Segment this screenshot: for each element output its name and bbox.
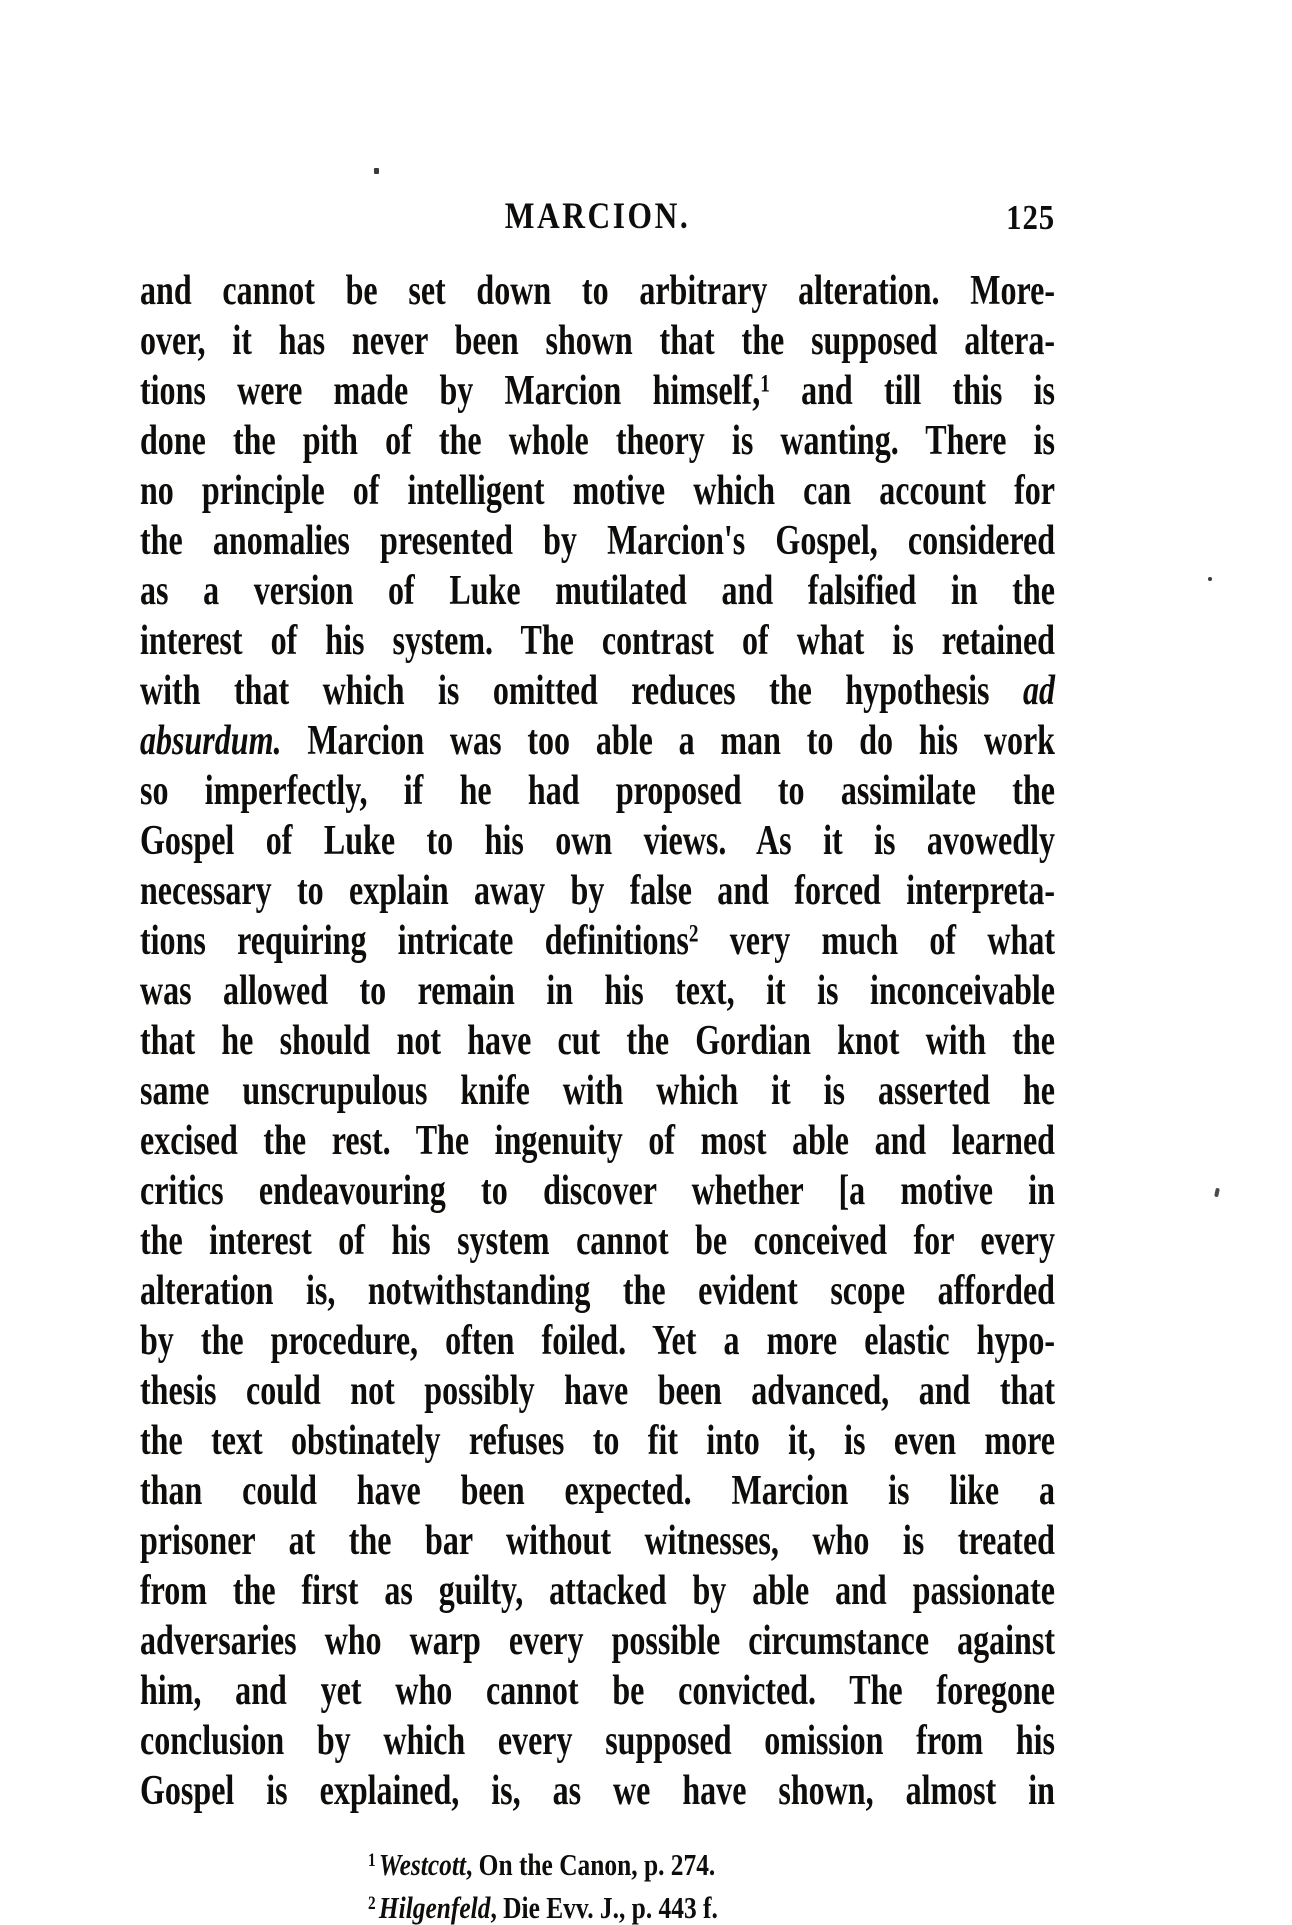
text-segment: the text obstinately refuses to fit into it, is even more [140,1418,1055,1464]
text-segment: conclusion by which every supposed omission from his [140,1718,1055,1764]
text-line [140,1617,1055,1667]
footnotes [368,1843,718,1925]
footnote-reference-marker: 2 [368,1892,376,1914]
text-line [140,967,1055,1017]
running-header-title: MARCION. [504,196,691,237]
text-line [140,317,1055,367]
text-segment: the interest of his system cannot be conceived for every [140,1218,1055,1264]
scan-artifact [1214,1188,1220,1198]
text-segment: him, and yet who cannot be convicted. The foregone [140,1668,1055,1714]
text-line [140,1667,1055,1717]
text-line [140,1467,1055,1517]
text-line [140,667,1055,717]
text-segment: was allowed to remain in his text, it is inconceivable [140,968,1055,1014]
text-segment: thesis could not possibly have been advanced, and that [140,1368,1055,1414]
text-segment: Westcott [378,1847,466,1882]
text-segment: excised the rest. The ingenuity of most able and learned [140,1118,1055,1164]
text-line [140,1217,1055,1267]
text-segment: from the first as guilty, attacked by able and passionate [140,1568,1055,1614]
text-line [140,1367,1055,1417]
text-line [140,267,1055,317]
text-segment: , Die Evv. J., p. 443 f. [490,1890,718,1925]
text-line [140,817,1055,867]
text-segment: with that which is omitted reduces the hypothesis [140,668,1023,714]
footnote-reference-marker: 2 [688,920,699,948]
footnote-reference-marker: 1 [760,370,770,398]
text-line [140,467,1055,517]
footnote-line [368,1886,718,1925]
text-segment: Gospel of Luke to his own views. As it is avowedly [140,818,1055,864]
text-line [140,1067,1055,1117]
text-segment: same unscrupulous knife with which it is asserted he [140,1068,1055,1114]
text-segment: so imperfectly, if he had proposed to assimilate the [140,768,1055,814]
text-line [140,717,1055,767]
footnote-reference-marker: 1 [368,1849,376,1871]
text-line [140,1767,1055,1817]
text-segment: and cannot be set down to arbitrary alteration. More- [140,268,1055,314]
text-line [140,1517,1055,1567]
text-line [140,1267,1055,1317]
scan-artifact [1208,577,1212,581]
text-segment: as a version of Luke mutilated and falsified in the [140,568,1055,614]
text-segment: interest of his system. The contrast of what is retained [140,618,1055,664]
text-line [140,1017,1055,1067]
text-line [140,917,1055,967]
text-segment: adversaries who warp every possible circumstance against [140,1618,1055,1664]
text-segment: and till this is [769,368,1055,414]
page-number: 125 [1006,198,1055,237]
footnote-line [368,1843,718,1886]
text-line [140,1167,1055,1217]
text-segment: tions were made by Marcion himself, [140,368,761,414]
body-text [140,267,1055,1817]
text-segment: Hilgenfeld [378,1890,491,1925]
text-segment: by the procedure, often foiled. Yet a more elastic hypo- [140,1318,1055,1364]
text-segment: tions requiring intricate definitions [140,918,689,964]
text-segment: , On the Canon, p. 274. [465,1847,716,1882]
text-segment: absurdum. [140,718,282,764]
text-line [140,367,1055,417]
text-line [140,1717,1055,1767]
text-line [140,1567,1055,1617]
text-segment: prisoner at the bar without witnesses, who is treated [140,1518,1055,1564]
text-segment: Gospel is explained, is, as we have shown, almost in [140,1768,1055,1814]
text-line [140,1117,1055,1167]
text-line [140,417,1055,467]
text-segment: that he should not have cut the Gordian knot with the [140,1018,1055,1064]
text-segment: ad [1022,668,1055,714]
text-line [140,517,1055,567]
text-segment: alteration is, notwithstanding the evident scope afforded [140,1268,1055,1314]
text-segment: very much of what [698,918,1055,964]
text-segment: critics endeavouring to discover whether [a motive in [140,1168,1055,1214]
text-segment: done the pith of the whole theory is wanting. There is [140,418,1055,464]
text-segment: than could have been expected. Marcion is like a [140,1468,1055,1514]
text-line [140,567,1055,617]
text-line [140,767,1055,817]
text-line [140,1317,1055,1367]
scan-artifact [374,168,379,174]
text-segment: over, it has never been shown that the supposed altera- [140,318,1055,364]
text-line [140,867,1055,917]
text-line [140,1417,1055,1467]
text-segment: Marcion was too able a man to do his work [281,718,1055,764]
text-segment: no principle of intelligent motive which can account for [140,468,1055,514]
text-line [140,617,1055,667]
text-segment: necessary to explain away by false and forced interpreta- [140,868,1055,914]
text-segment: the anomalies presented by Marcion's Gospel, considered [140,518,1055,564]
